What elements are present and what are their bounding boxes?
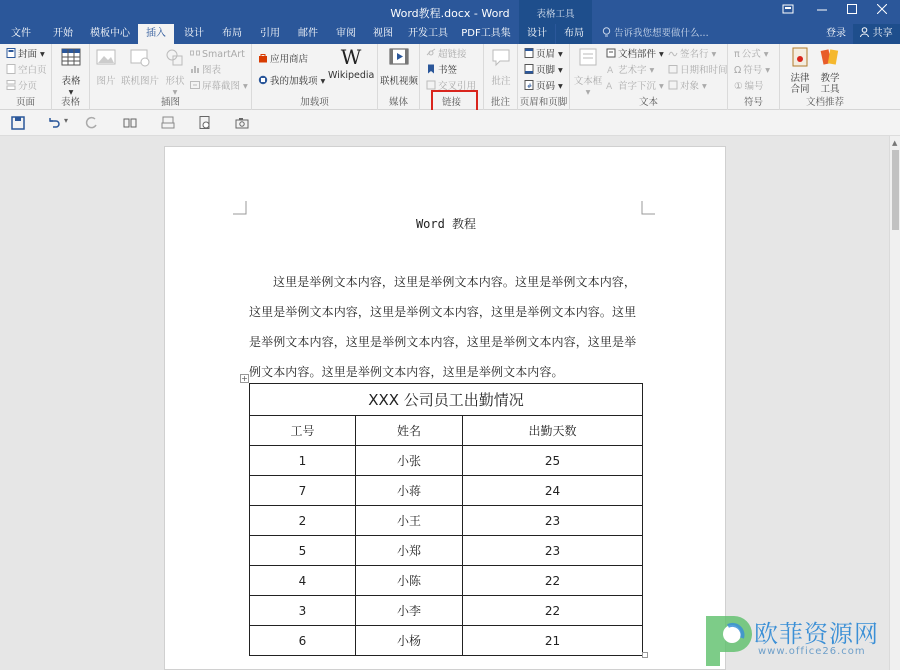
vertical-scrollbar[interactable] [889,136,900,670]
signature-line-button[interactable]: 签名行 ▾ [668,47,716,62]
cover-page-button[interactable]: 封面 ▾ [6,47,45,62]
share-button[interactable] [853,24,900,44]
picture-label: 图片 [96,76,116,87]
table-row [250,446,643,476]
screenshot-button[interactable]: 屏幕截图 ▾ [190,79,248,94]
footer-button[interactable]: 页脚 ▾ [524,63,563,78]
person-icon [860,27,869,37]
wordart-label: 艺术字 [618,65,647,76]
textbox-label: 文本框 [573,76,603,87]
header-button[interactable]: 页眉 ▾ [524,47,563,62]
new-comment-label: 批注 [491,76,511,87]
quick-parts-icon [606,48,616,58]
tab-view[interactable]: 视图 [373,28,393,39]
numbering-button[interactable] [734,79,764,94]
numbering-label: 编号 [744,81,764,92]
cover-page-icon [6,48,16,58]
table-cell[interactable]: 24 [463,476,643,506]
date-time-label: 日期和时间 [680,65,728,76]
cross-reference-label: 交叉引用 [438,81,477,92]
group-tables [52,44,90,110]
crop-mark-top-right [641,201,655,215]
table-cell[interactable]: 小王 [356,506,463,536]
table-cell[interactable]: 22 [463,596,643,626]
page-number-icon [524,80,534,90]
tab-home[interactable]: 开始 [53,28,73,39]
screenshot-icon [190,80,200,90]
table-header-cell[interactable]: 出勤天数 [463,416,643,446]
table-cell[interactable]: 小李 [356,596,463,626]
drop-cap-label: 首字下沉 [618,81,657,92]
group-recommend [780,44,870,110]
table-button[interactable]: 表格 ▾ [58,46,84,98]
quick-access-toolbar [0,110,900,136]
pi-icon: π [734,49,740,60]
undo-dropdown-icon[interactable]: ▾ [64,116,69,125]
blank-page-icon [6,64,16,74]
wikipedia-icon: W [340,45,362,69]
quick-parts-button[interactable]: 文档部件 ▾ [606,47,664,62]
object-icon [668,80,678,90]
table-cell[interactable]: 5 [250,536,356,566]
signature-line-label: 签名行 [680,49,709,60]
tell-me-placeholder: 告诉我您想要做什么... [614,28,709,39]
table-cell[interactable]: 23 [463,506,643,536]
table-row [250,536,643,566]
hyperlink-button[interactable] [426,47,467,62]
legal-contract-label: 法律合同 [790,73,810,95]
numbering-icon: ① [734,81,743,92]
new-comment-button[interactable] [486,46,516,87]
page-break-icon [6,80,16,90]
omega-icon: Ω [734,65,742,76]
table-header-row [250,416,643,446]
minimize-icon[interactable] [806,0,838,24]
close-icon[interactable] [866,0,898,24]
online-video-button[interactable] [380,46,418,87]
lightbulb-icon [602,27,611,37]
blank-page-button[interactable] [6,63,47,78]
tell-me-search[interactable] [602,24,709,44]
svg-text:A: A [606,82,613,90]
footer-icon [524,64,534,74]
table-header-cell[interactable]: 姓名 [356,416,463,446]
group-pages [0,44,52,110]
screenshot-label: 屏幕截图 [202,81,241,92]
wikipedia-label: Wikipedia [328,70,375,81]
group-symbols-label: 符号 [743,97,763,108]
wordart-icon [606,64,616,74]
tab-template-center[interactable]: 模板中心 [90,28,130,39]
teaching-tools-label: 教学工具 [820,73,840,95]
chart-button[interactable] [190,63,221,78]
table-cell[interactable]: 1 [250,446,356,476]
table-tools-label: 表格工具 [536,9,575,20]
tab-insert[interactable]: 插入 [138,24,174,44]
scroll-up-icon[interactable]: ▲ [892,139,898,147]
redo-icon[interactable] [84,115,100,131]
table-cell[interactable]: 22 [463,566,643,596]
tab-layout[interactable]: 布局 [222,28,242,39]
table-row [250,506,643,536]
date-time-button[interactable] [668,63,728,78]
footer-label: 页脚 [536,65,556,76]
group-illustrations [90,44,252,110]
scrollbar-thumb[interactable] [892,150,899,230]
svg-text:A: A [607,66,614,74]
wordart-button[interactable]: A 艺术字 ▾ [607,65,655,76]
shapes-label: 形状 [165,76,185,87]
group-addins-label: 加载项 [300,97,329,108]
smartart-label: SmartArt [202,49,245,60]
table-cell[interactable]: 21 [463,626,643,656]
my-addins-button[interactable]: 我的加载项 ▾ [258,74,325,89]
object-label: 对象 [680,81,700,92]
hyperlink-label: 超链接 [438,49,467,60]
group-header-footer [518,44,570,110]
tab-developer[interactable]: 开发工具 [408,28,448,39]
group-header-footer-label: 页眉和页脚 [519,97,568,108]
tab-table-layout[interactable]: 布局 [556,24,592,44]
table-row [250,626,643,656]
signature-icon [668,48,678,58]
body-paragraph[interactable]: 这里是举例文本内容，这里是举例文本内容。这里是举例文本内容，这里是举例文本内容，这里是举例文本内容，这里是举例文本内容。这里是举例文本内容，这里是举例文本内容，这里是举例文本内容，这里是举例文本内容。这里是举例文本内容，这里是举例文本内容。 [249,275,637,379]
table-cell[interactable]: 25 [463,446,643,476]
attendance-table[interactable] [249,383,643,656]
group-comments [484,44,518,110]
drop-cap-button[interactable]: A 首字下沉 ▾ [606,81,664,92]
watermark-logo-icon [698,608,752,668]
undo-icon[interactable] [46,115,62,131]
tab-table-design[interactable]: 设计 [519,24,555,44]
page-break-label: 分页 [18,81,38,92]
bookmark-button[interactable] [426,63,457,78]
page-number-button[interactable]: # 页码 ▾ [524,79,563,94]
chart-label: 图表 [202,65,222,76]
picture-icon [95,46,117,68]
legal-contract-button[interactable] [786,46,814,95]
video-icon [388,46,410,68]
smartart-button[interactable] [190,47,245,62]
group-pages-label: 页面 [15,97,35,108]
table-cell[interactable]: 小张 [356,446,463,476]
table-header-cell[interactable]: 工号 [250,416,356,446]
my-addins-label: 我的加载项 [270,76,318,87]
group-symbols [728,44,780,110]
print-preview-icon[interactable] [160,115,176,131]
symbol-label: 符号 [743,65,763,76]
symbol-button[interactable]: Ω 符号 ▾ [734,65,771,76]
drop-cap-icon [606,80,616,90]
my-addins-icon [258,75,268,85]
contract-icon [789,46,811,68]
table-cell[interactable]: 4 [250,566,356,596]
sign-in-link[interactable]: 登录 [826,28,846,39]
maximize-icon[interactable] [836,0,868,24]
watermark-text: 欧菲资源网 [754,620,879,648]
smartart-icon [190,48,200,58]
table-row [250,566,643,596]
page-number-label: 页码 [536,81,556,92]
table-cell[interactable]: 7 [250,476,356,506]
equation-label: 公式 [741,49,761,60]
teaching-tools-button[interactable] [816,46,844,95]
page-zoom-icon[interactable] [197,115,213,131]
picture-button[interactable] [92,46,120,87]
group-addins [252,44,378,110]
teaching-tools-icon [819,46,841,68]
tab-design[interactable]: 设计 [184,28,204,39]
svg-text:#: # [527,83,533,90]
group-recommend-label: 文档推荐 [805,97,844,108]
window-title: Word教程.docx - Word [390,7,510,20]
tab-file[interactable]: 文件 [11,28,31,39]
tab-pdf-tools[interactable]: PDF工具集 [461,28,511,39]
table-icon [60,46,82,68]
cross-reference-icon [426,80,436,90]
comment-icon [490,46,512,68]
share-label: 共享 [872,28,893,39]
table-cell[interactable]: 6 [250,626,356,656]
table-row [250,476,643,506]
table-cell[interactable]: 2 [250,506,356,536]
header-icon [524,48,534,58]
bookmark-icon [426,64,436,74]
group-text [570,44,728,110]
tab-references[interactable]: 引用 [260,28,280,39]
tab-review[interactable]: 审阅 [336,28,356,39]
ribbon-tabs [0,24,900,44]
group-links-label: 链接 [441,97,461,108]
two-pages-icon[interactable] [122,115,138,131]
shapes-button[interactable]: 形状 ▾ [162,46,188,98]
shapes-icon [164,46,186,68]
group-illustrations-label: 插图 [160,97,180,108]
table-cell[interactable]: 小郑 [356,536,463,566]
group-tables-label: 表格 [60,97,80,108]
group-media [378,44,420,110]
group-comments-label: 批注 [490,97,510,108]
table-cell[interactable]: 小杨 [356,626,463,656]
document-page[interactable] [164,146,726,670]
table-cell[interactable]: 小蒋 [356,476,463,506]
blank-page-label: 空白页 [18,65,47,76]
crop-mark-top-left [233,201,247,215]
object-button[interactable]: 对象 ▾ [668,79,707,94]
document-title[interactable]: Word 教程 [415,217,477,231]
table-cell[interactable]: 23 [463,536,643,566]
title-bar [0,0,900,24]
online-video-label: 联机视频 [380,76,419,87]
bookmark-label: 书签 [438,65,458,76]
table-resize-handle[interactable] [642,652,648,658]
store-label: 应用商店 [270,54,309,65]
group-media-label: 媒体 [388,97,408,108]
site-watermark [698,606,898,668]
group-text-label: 文本 [638,97,658,108]
tab-mailings[interactable]: 邮件 [298,28,318,39]
table-cell[interactable]: 小陈 [356,566,463,596]
online-picture-button[interactable] [120,46,160,87]
store-button[interactable] [258,52,308,67]
save-icon[interactable] [10,115,26,131]
page-break-button[interactable] [6,79,37,94]
watermark-url: www.office26.com [758,646,866,657]
online-picture-icon [129,46,151,68]
calendar-icon [668,64,678,74]
chart-icon [190,64,200,74]
cover-page-label: 封面 [18,49,38,60]
header-label: 页眉 [536,49,556,60]
textbox-button[interactable]: 文本框 ▾ [572,46,604,98]
restore-icon[interactable] [772,0,804,24]
store-icon [258,53,268,63]
table-move-handle[interactable]: + [241,374,248,383]
equation-button[interactable]: π 公式 ▾ [734,49,769,60]
table-label: 表格 [61,76,81,87]
hyperlink-icon [426,48,436,58]
textbox-icon [577,46,599,68]
wikipedia-button[interactable] [328,46,374,81]
camera-icon[interactable] [234,115,250,131]
table-row [250,596,643,626]
quick-parts-label: 文档部件 [618,49,657,60]
table-caption[interactable]: XXX 公司员工出勤情况 [250,384,643,416]
online-picture-label: 联机图片 [120,76,159,87]
table-cell[interactable]: 3 [250,596,356,626]
